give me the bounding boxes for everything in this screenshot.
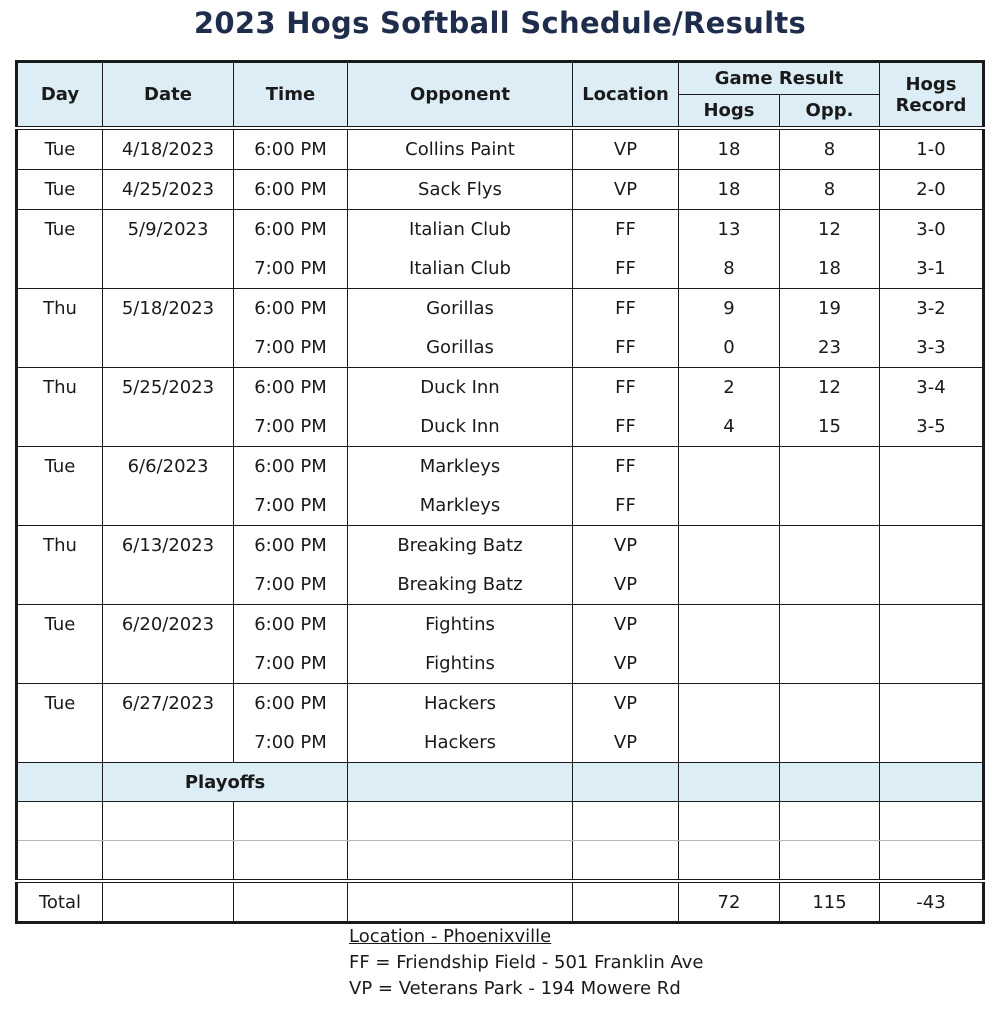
cell-date: 5/9/2023: [103, 210, 234, 250]
cell-record: 1-0: [880, 128, 984, 170]
legend-title: Location - Phoenixville: [349, 926, 552, 947]
cell-hogs-score: 4: [679, 407, 780, 447]
header-opponent: Opponent: [348, 62, 573, 129]
header-location: Location: [573, 62, 679, 129]
cell-opponent: Duck Inn: [348, 407, 573, 447]
cell-day: Tue: [17, 684, 103, 724]
total-opp: 115: [780, 881, 880, 923]
table-row: [17, 526, 984, 566]
cell-opponent: Breaking Batz: [348, 526, 573, 566]
cell-hogs-score: [679, 723, 780, 763]
cell-opponent: Markleys: [348, 447, 573, 487]
cell-date: 4/18/2023: [103, 128, 234, 170]
table-row: [17, 407, 984, 447]
table-row: [17, 684, 984, 724]
table-cell: [679, 802, 780, 841]
table-row: [17, 289, 984, 329]
header-record-line1: Hogs: [905, 73, 957, 95]
table-row: [17, 328, 984, 368]
cell-location: VP: [573, 526, 679, 566]
cell-date: 5/18/2023: [103, 289, 234, 329]
playoff-blank-row: [17, 841, 984, 882]
cell-opp-score: 23: [780, 328, 880, 368]
cell-opponent: Fightins: [348, 644, 573, 684]
cell-location: FF: [573, 368, 679, 408]
total-row: [17, 881, 984, 923]
cell-record: 3-1: [880, 249, 984, 289]
cell-time: 7:00 PM: [234, 486, 348, 526]
playoff-blank-row: [17, 802, 984, 841]
cell-time: 6:00 PM: [234, 605, 348, 645]
cell-day: [17, 644, 103, 684]
cell-location: FF: [573, 289, 679, 329]
legend-line: VP = Veterans Park - 194 Mowere Rd: [349, 978, 681, 999]
cell-location: FF: [573, 486, 679, 526]
table-cell: [17, 763, 103, 802]
cell-opponent: Breaking Batz: [348, 565, 573, 605]
cell-hogs-score: [679, 684, 780, 724]
table-row: [17, 368, 984, 408]
header-time: Time: [234, 62, 348, 129]
table-cell: [103, 841, 234, 882]
cell-day: Thu: [17, 526, 103, 566]
table-cell: [573, 841, 679, 882]
cell-day: [17, 565, 103, 605]
cell-day: Thu: [17, 368, 103, 408]
cell-day: Tue: [17, 447, 103, 487]
cell-opp-score: [780, 723, 880, 763]
cell-opp-score: 8: [780, 128, 880, 170]
table-row: [17, 723, 984, 763]
cell-location: FF: [573, 328, 679, 368]
table-cell: [780, 802, 880, 841]
table-cell: [679, 763, 780, 802]
table-row: [17, 170, 984, 210]
cell-time: 7:00 PM: [234, 407, 348, 447]
cell-opp-score: [780, 644, 880, 684]
playoffs-label: Playoffs: [103, 763, 348, 802]
cell-opp-score: 19: [780, 289, 880, 329]
cell-date: [103, 644, 234, 684]
cell-location: VP: [573, 644, 679, 684]
cell-time: 7:00 PM: [234, 249, 348, 289]
cell-opponent: Collins Paint: [348, 128, 573, 170]
cell-hogs-score: [679, 447, 780, 487]
page-title: 2023 Hogs Softball Schedule/Results: [193, 6, 807, 40]
cell-opponent: Sack Flys: [348, 170, 573, 210]
total-label: Total: [17, 881, 103, 923]
cell-record: 2-0: [880, 170, 984, 210]
cell-opp-score: 12: [780, 368, 880, 408]
cell-hogs-score: [679, 644, 780, 684]
cell-day: [17, 486, 103, 526]
cell-opp-score: [780, 565, 880, 605]
cell-location: FF: [573, 447, 679, 487]
total-record: -43: [880, 881, 984, 923]
cell-opponent: Italian Club: [348, 249, 573, 289]
cell-opp-score: 8: [780, 170, 880, 210]
table-cell: [573, 763, 679, 802]
cell-record: [880, 447, 984, 487]
header-record-line2: Record: [895, 94, 967, 116]
cell-hogs-score: 13: [679, 210, 780, 250]
cell-day: Tue: [17, 128, 103, 170]
cell-record: 3-4: [880, 368, 984, 408]
location-legend: [349, 924, 704, 1002]
cell-day: Tue: [17, 605, 103, 645]
cell-opp-score: [780, 447, 880, 487]
cell-record: 3-2: [880, 289, 984, 329]
cell-record: 3-0: [880, 210, 984, 250]
table-body: [17, 128, 984, 923]
table-cell: [780, 841, 880, 882]
cell-hogs-score: [679, 486, 780, 526]
table-cell: [573, 881, 679, 923]
table-row: [17, 128, 984, 170]
cell-opponent: Hackers: [348, 723, 573, 763]
cell-time: 6:00 PM: [234, 368, 348, 408]
cell-hogs-score: [679, 565, 780, 605]
cell-hogs-score: 18: [679, 128, 780, 170]
table-cell: [17, 802, 103, 841]
cell-time: 6:00 PM: [234, 170, 348, 210]
table-cell: [234, 841, 348, 882]
cell-time: 6:00 PM: [234, 526, 348, 566]
cell-date: 6/6/2023: [103, 447, 234, 487]
cell-hogs-score: [679, 605, 780, 645]
cell-opponent: Duck Inn: [348, 368, 573, 408]
cell-record: [880, 723, 984, 763]
cell-time: 7:00 PM: [234, 723, 348, 763]
cell-record: [880, 486, 984, 526]
table-cell: [234, 802, 348, 841]
table-cell: [348, 841, 573, 882]
cell-record: [880, 565, 984, 605]
table-cell: [348, 763, 573, 802]
table-cell: [17, 841, 103, 882]
cell-hogs-score: 9: [679, 289, 780, 329]
playoffs-row: [17, 763, 984, 802]
cell-opp-score: [780, 486, 880, 526]
cell-date: 6/20/2023: [103, 605, 234, 645]
cell-time: 7:00 PM: [234, 644, 348, 684]
cell-day: [17, 328, 103, 368]
cell-location: VP: [573, 684, 679, 724]
cell-location: VP: [573, 723, 679, 763]
cell-record: [880, 684, 984, 724]
cell-time: 7:00 PM: [234, 328, 348, 368]
cell-opponent: Gorillas: [348, 328, 573, 368]
cell-opponent: Fightins: [348, 605, 573, 645]
table-row: [17, 565, 984, 605]
table-row: [17, 447, 984, 487]
cell-date: [103, 328, 234, 368]
cell-location: FF: [573, 407, 679, 447]
cell-time: 6:00 PM: [234, 128, 348, 170]
cell-record: 3-3: [880, 328, 984, 368]
table-cell: [880, 841, 984, 882]
cell-hogs-score: 18: [679, 170, 780, 210]
header-date: Date: [103, 62, 234, 129]
cell-opp-score: [780, 526, 880, 566]
table-cell: [780, 763, 880, 802]
cell-location: VP: [573, 170, 679, 210]
legend-line: FF = Friendship Field - 501 Franklin Ave: [349, 952, 704, 973]
table-header: [17, 62, 984, 129]
schedule-table: [15, 60, 985, 924]
cell-date: 6/27/2023: [103, 684, 234, 724]
header-hogs-score: Hogs: [679, 95, 780, 129]
cell-record: [880, 644, 984, 684]
cell-time: 6:00 PM: [234, 210, 348, 250]
cell-time: 6:00 PM: [234, 684, 348, 724]
total-hogs: 72: [679, 881, 780, 923]
cell-date: 6/13/2023: [103, 526, 234, 566]
table-cell: [103, 881, 234, 923]
cell-opponent: Italian Club: [348, 210, 573, 250]
cell-record: 3-5: [880, 407, 984, 447]
cell-location: VP: [573, 565, 679, 605]
cell-hogs-score: [679, 526, 780, 566]
cell-date: [103, 249, 234, 289]
table-cell: [348, 802, 573, 841]
table-cell: [234, 881, 348, 923]
table-cell: [103, 802, 234, 841]
cell-hogs-score: 2: [679, 368, 780, 408]
table-cell: [348, 881, 573, 923]
table-cell: [880, 763, 984, 802]
table-row: [17, 210, 984, 250]
cell-date: 4/25/2023: [103, 170, 234, 210]
cell-day: [17, 407, 103, 447]
cell-time: 6:00 PM: [234, 447, 348, 487]
cell-opp-score: [780, 684, 880, 724]
cell-date: 5/25/2023: [103, 368, 234, 408]
cell-date: [103, 723, 234, 763]
header-opp-score: Opp.: [780, 95, 880, 129]
table-row: [17, 486, 984, 526]
table-row: [17, 249, 984, 289]
cell-location: VP: [573, 605, 679, 645]
table-row: [17, 605, 984, 645]
cell-opp-score: 15: [780, 407, 880, 447]
cell-location: VP: [573, 128, 679, 170]
table-row: [17, 644, 984, 684]
header-game-result: Game Result: [679, 62, 880, 95]
header-hogs-record: [880, 62, 984, 129]
cell-location: FF: [573, 210, 679, 250]
cell-day: [17, 723, 103, 763]
cell-opponent: Gorillas: [348, 289, 573, 329]
cell-time: 6:00 PM: [234, 289, 348, 329]
cell-opponent: Hackers: [348, 684, 573, 724]
table-cell: [880, 802, 984, 841]
cell-record: [880, 526, 984, 566]
table-cell: [573, 802, 679, 841]
cell-date: [103, 407, 234, 447]
cell-day: Tue: [17, 210, 103, 250]
cell-hogs-score: 8: [679, 249, 780, 289]
cell-day: Tue: [17, 170, 103, 210]
header-day: Day: [17, 62, 103, 129]
cell-hogs-score: 0: [679, 328, 780, 368]
cell-location: FF: [573, 249, 679, 289]
cell-date: [103, 486, 234, 526]
cell-record: [880, 605, 984, 645]
table-cell: [679, 841, 780, 882]
cell-day: [17, 249, 103, 289]
cell-date: [103, 565, 234, 605]
cell-opp-score: 12: [780, 210, 880, 250]
cell-opp-score: 18: [780, 249, 880, 289]
cell-opponent: Markleys: [348, 486, 573, 526]
cell-day: Thu: [17, 289, 103, 329]
cell-opp-score: [780, 605, 880, 645]
cell-time: 7:00 PM: [234, 565, 348, 605]
